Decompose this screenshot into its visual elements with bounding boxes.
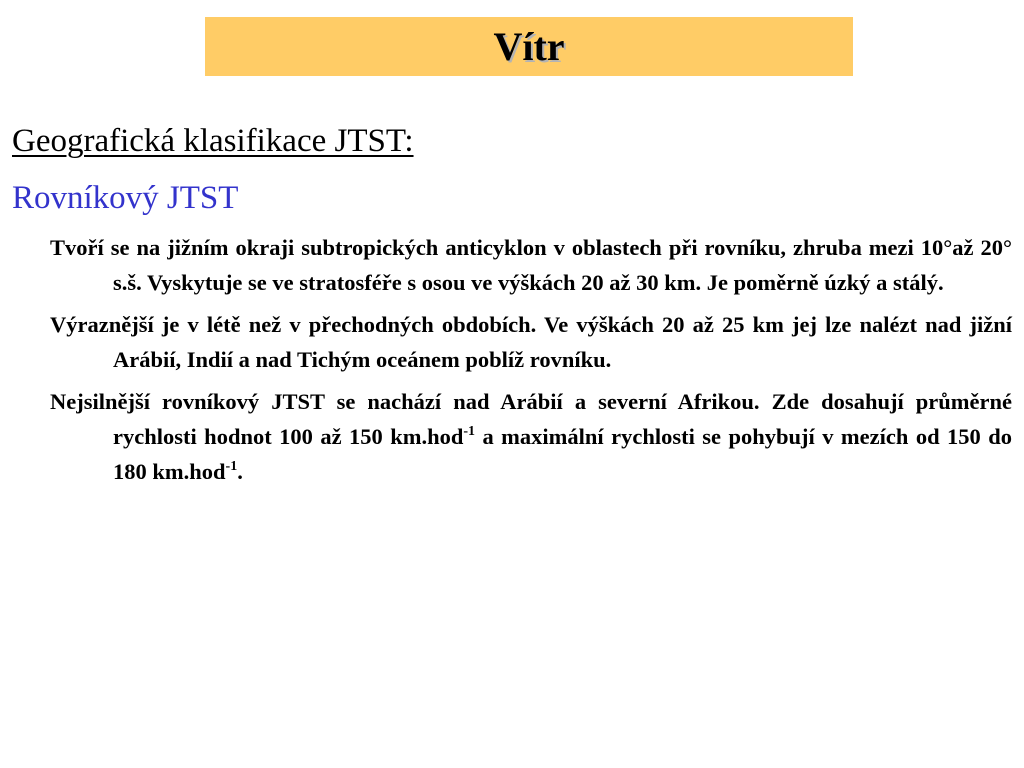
section-subheading: Rovníkový JTST (12, 180, 239, 216)
title-banner (205, 17, 853, 76)
slide-title: Vítr (493, 23, 565, 69)
superscript-1: -1 (463, 424, 476, 439)
paragraph-2: Výraznější je v létě než v přechodných obdobích. Ve výškách 20 až 25 km jej lze nalézt nad jižní Arábií, Indií a nad Tichým oceánem poblíž rovníku. (50, 312, 1012, 372)
paragraph-1: Tvoří se na jižním okraji subtropických anticyklon v oblastech při rovníku, zhruba mezi 10°až 20° s.š. Vyskytuje se ve stratosféře s osou ve výškách 20 až 30 km. Je poměrně úzký a stálý. (50, 235, 1012, 295)
content-body (50, 230, 1012, 496)
paragraph-3 (50, 384, 1012, 489)
paragraph-3-text-2: a maximální rychlosti se pohybují v mezích od 150 do 180 km.hod (113, 424, 1012, 484)
paragraph-3-text-3: . (237, 459, 243, 484)
section-heading: Geografická klasifikace JTST: (12, 123, 414, 159)
superscript-2: -1 (225, 459, 238, 474)
paragraph-3-text-1: Nejsilnější rovníkový JTST se nachází nad Arábií a severní Afrikou. Zde dosahují průměrné rychlosti hodnot 100 až 150 km.hod (50, 389, 1012, 449)
